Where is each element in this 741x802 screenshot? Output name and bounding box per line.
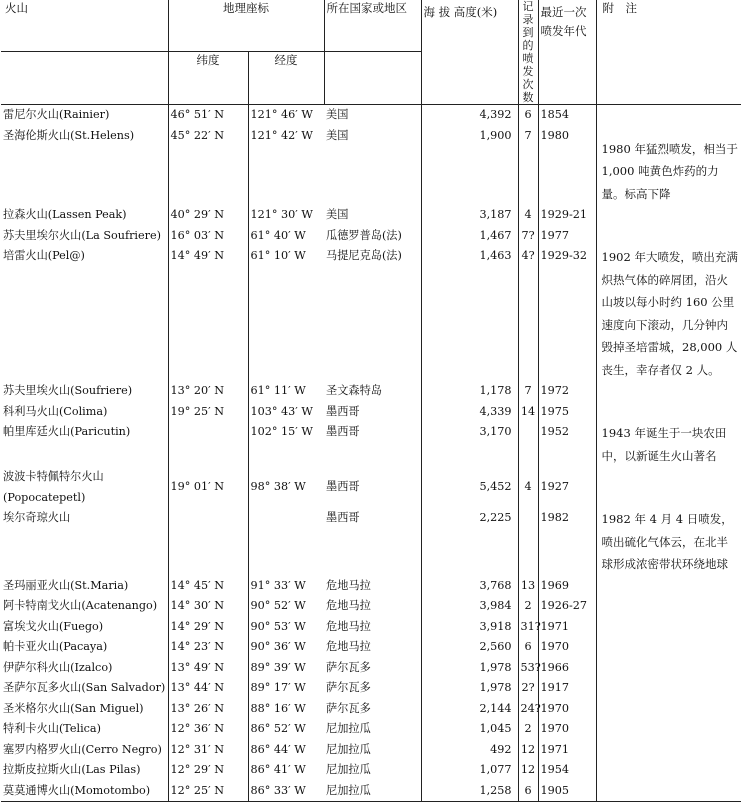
longitude: 61° 11′ W	[250, 384, 306, 397]
country: 墨西哥	[324, 402, 421, 423]
eruption-count: 31?	[518, 617, 538, 638]
note	[596, 637, 741, 658]
eruption-count: 2?	[518, 678, 538, 699]
note: 1902 年大喷发，喷出充满炽热气体的碎屑团，沿火山坡以每小时约 160 公里速度向下滚动，几分钟内毁掉圣培雷城，28,000 人丧生，幸存者仅 2 人。	[601, 250, 738, 377]
table-row	[1, 422, 741, 467]
note	[596, 381, 741, 402]
eruption-count: 14	[518, 402, 538, 423]
longitude: 88° 16′ W	[250, 701, 306, 715]
volcano-name: 埃尔奇琼火山	[1, 508, 168, 576]
eruption-count: 24?	[518, 699, 538, 720]
header-latest-text: 最近一次喷发年代	[540, 5, 587, 38]
table-row	[1, 226, 741, 247]
altitude: 1,258	[421, 781, 518, 802]
volcano-name: 帕卡亚火山(Pacaya)	[1, 637, 168, 658]
eruption-count: 13	[518, 576, 538, 597]
eruption-count	[518, 422, 538, 467]
latest-eruption: 1970	[538, 699, 596, 720]
country: 危地马拉	[324, 617, 421, 638]
note	[596, 719, 741, 740]
header-country: 所在国家或地区	[324, 0, 421, 52]
header-eruptions	[518, 0, 538, 105]
eruption-count: 6	[518, 105, 538, 126]
latitude	[168, 508, 248, 576]
latest-eruption: 1980	[538, 126, 596, 206]
altitude: 1,045	[421, 719, 518, 740]
table-row	[1, 508, 741, 576]
latitude: 14° 49′ N	[168, 246, 248, 381]
table-row	[1, 740, 741, 761]
eruption-count: 12	[518, 740, 538, 761]
header-latest	[538, 0, 596, 105]
note	[596, 760, 741, 781]
volcano-table	[1, 0, 741, 802]
longitude: 86° 52′ W	[250, 722, 306, 735]
longitude: 102° 15′ W	[250, 425, 313, 438]
note	[596, 576, 741, 597]
latest-eruption: 1854	[538, 105, 596, 126]
latest-eruption: 1926-27	[538, 596, 596, 617]
country: 尼加拉瓜	[324, 740, 421, 761]
table-row	[1, 699, 741, 720]
header-row-1	[1, 0, 741, 52]
country: 萨尔瓦多	[324, 699, 421, 720]
country: 墨西哥	[324, 422, 421, 467]
note	[596, 467, 741, 508]
latitude	[168, 422, 248, 467]
latitude: 13° 44′ N	[168, 678, 248, 699]
latest-eruption: 1917	[538, 678, 596, 699]
altitude: 1,077	[421, 760, 518, 781]
longitude: 121° 46′ W	[250, 108, 313, 121]
altitude: 4,339	[421, 402, 518, 423]
altitude: 2,225	[421, 508, 518, 576]
longitude: 90° 52′ W	[250, 599, 306, 612]
latest-eruption: 1969	[538, 576, 596, 597]
latitude: 13° 20′ N	[168, 381, 248, 402]
volcano-name: 雷尼尔火山(Rainier)	[1, 105, 168, 126]
altitude: 1,900	[421, 126, 518, 206]
latitude: 46° 51′ N	[168, 105, 248, 126]
volcano-name	[1, 467, 168, 508]
latest-eruption: 1929-21	[538, 205, 596, 226]
country: 美国	[324, 205, 421, 226]
latitude: 40° 29′ N	[168, 205, 248, 226]
latitude: 13° 26′ N	[168, 699, 248, 720]
longitude: 61° 10′ W	[250, 249, 306, 262]
latitude: 14° 30′ N	[168, 596, 248, 617]
country: 危地马拉	[324, 576, 421, 597]
note: 1980 年猛烈喷发，相当于 1,000 吨黄色炸药的力量。标高下降	[601, 141, 738, 201]
volcano-name: 圣海伦斯火山(St.Helens)	[1, 126, 168, 206]
country: 墨西哥	[324, 508, 421, 576]
latitude: 45° 22′ N	[168, 126, 248, 206]
eruption-count: 7	[518, 381, 538, 402]
longitude: 89° 39′ W	[250, 660, 306, 674]
altitude: 1,978	[421, 678, 518, 699]
volcano-name: 拉斯皮拉斯火山(Las Pilas)	[1, 760, 168, 781]
longitude: 121° 30′ W	[250, 208, 313, 221]
table-row	[1, 596, 741, 617]
altitude: 2,144	[421, 699, 518, 720]
latitude: 14° 29′ N	[168, 617, 248, 638]
latest-eruption: 1905	[538, 781, 596, 802]
altitude: 492	[421, 740, 518, 761]
country: 美国	[324, 126, 421, 206]
country: 瓜德罗普岛(法)	[324, 226, 421, 247]
latest-eruption: 1971	[538, 617, 596, 638]
latitude: 19° 01′ N	[168, 467, 248, 508]
table-row	[1, 637, 741, 658]
note	[596, 678, 741, 699]
header-altitude-text: 海 拔 高度(米)	[423, 5, 498, 19]
table-row	[1, 658, 741, 679]
eruption-count: 7	[518, 126, 538, 206]
longitude: 86° 33′ W	[248, 781, 324, 802]
altitude: 1,978	[421, 658, 518, 679]
volcano-name-line2: (Popocatepetl)	[3, 490, 86, 504]
latest-eruption: 1970	[538, 637, 596, 658]
header-blank-2	[324, 52, 421, 105]
note	[596, 617, 741, 638]
table-row	[1, 105, 741, 126]
longitude: 103° 43′ W	[250, 404, 313, 418]
table-row	[1, 781, 741, 802]
table-row	[1, 402, 741, 423]
longitude	[248, 508, 324, 576]
altitude: 1,463	[421, 246, 518, 381]
volcano-name: 圣萨尔瓦多火山(San Salvador)	[1, 678, 168, 699]
altitude: 1,467	[421, 226, 518, 247]
header-lat: 纬度	[168, 52, 248, 105]
country: 萨尔瓦多	[324, 678, 421, 699]
header-blank	[1, 52, 168, 105]
volcano-name: 伊萨尔科火山(Izalco)	[1, 658, 168, 679]
country: 圣文森特岛	[324, 381, 421, 402]
latest-eruption: 1952	[538, 422, 596, 467]
latest-eruption: 1972	[538, 381, 596, 402]
latitude: 12° 25′ N	[168, 781, 248, 802]
longitude: 90° 53′ W	[250, 619, 306, 633]
altitude: 4,392	[421, 105, 518, 126]
longitude: 91° 33′ W	[250, 578, 306, 592]
table-row	[1, 760, 741, 781]
country: 危地马拉	[324, 596, 421, 617]
latest-eruption: 1971	[538, 740, 596, 761]
note	[596, 781, 741, 802]
volcano-name: 圣米格尔火山(San Miguel)	[1, 699, 168, 720]
header-altitude	[421, 0, 518, 105]
table-row	[1, 381, 741, 402]
altitude: 5,452	[421, 467, 518, 508]
volcano-name: 圣玛丽亚火山(St.Maria)	[1, 576, 168, 597]
latest-eruption: 1929-32	[538, 246, 596, 381]
longitude: 90° 36′ W	[250, 640, 306, 653]
latitude: 16° 03′ N	[168, 226, 248, 247]
volcano-name: 科利马火山(Colima)	[1, 402, 168, 423]
altitude: 1,178	[421, 381, 518, 402]
volcano-name: 苏夫里埃尔火山(La Soufriere)	[1, 226, 168, 247]
longitude: 89° 17′ W	[250, 681, 306, 694]
note	[596, 402, 741, 423]
table-row	[1, 205, 741, 226]
country: 墨西哥	[324, 467, 421, 508]
eruption-count: 12	[518, 760, 538, 781]
eruption-count: 4	[518, 205, 538, 226]
latest-eruption: 1970	[538, 719, 596, 740]
note	[596, 205, 741, 226]
header-notes: 附 注	[596, 0, 741, 105]
eruption-count	[518, 508, 538, 576]
table-row	[1, 617, 741, 638]
longitude: 121° 42′ W	[250, 128, 313, 142]
eruption-count: 2	[518, 719, 538, 740]
volcano-name: 莫莫通博火山(Momotombo)	[1, 781, 168, 802]
note: 1943 年诞生于一块农田中，以新诞生火山著名	[601, 426, 727, 463]
country: 马提尼克岛(法)	[324, 246, 421, 381]
table-row	[1, 678, 741, 699]
volcano-name: 特利卡火山(Telica)	[1, 719, 168, 740]
latest-eruption: 1927	[538, 467, 596, 508]
volcano-name: 培雷火山(Pel@)	[1, 246, 168, 381]
latest-eruption: 1966	[538, 658, 596, 679]
note	[596, 105, 741, 126]
eruption-count: 6	[518, 637, 538, 658]
country: 尼加拉瓜	[324, 760, 421, 781]
volcano-name: 拉森火山(Lassen Peak)	[1, 205, 168, 226]
latest-eruption: 1954	[538, 760, 596, 781]
volcano-name: 苏夫里埃火山(Soufriere)	[1, 381, 168, 402]
longitude: 86° 41′ W	[250, 763, 306, 776]
note	[596, 226, 741, 247]
eruption-count: 4	[518, 467, 538, 508]
table-row	[1, 126, 741, 206]
altitude: 3,170	[421, 422, 518, 467]
header-eruptions-text: 记录到的喷发次数	[522, 0, 534, 104]
country: 美国	[324, 105, 421, 126]
country: 萨尔瓦多	[324, 658, 421, 679]
header-volcano: 火山	[1, 0, 168, 52]
country: 危地马拉	[324, 637, 421, 658]
longitude: 98° 38′ W	[250, 480, 306, 494]
longitude: 86° 44′ W	[250, 742, 306, 756]
note	[596, 740, 741, 761]
latitude: 14° 45′ N	[168, 576, 248, 597]
altitude: 3,984	[421, 596, 518, 617]
volcano-name: 阿卡特南戈火山(Acatenango)	[1, 596, 168, 617]
eruption-count: 4?	[518, 246, 538, 381]
table-row	[1, 719, 741, 740]
eruption-count: 53?	[518, 658, 538, 679]
volcano-name: 帕里库廷火山(Paricutin)	[1, 422, 168, 467]
volcano-name: 富埃戈火山(Fuego)	[1, 617, 168, 638]
volcano-name: 塞罗内格罗火山(Cerro Negro)	[1, 740, 168, 761]
altitude: 3,768	[421, 576, 518, 597]
header-lon: 经度	[248, 52, 324, 105]
table-row	[1, 576, 741, 597]
latitude: 12° 36′ N	[168, 719, 248, 740]
eruption-count: 6	[518, 781, 538, 802]
note	[596, 658, 741, 679]
note	[596, 699, 741, 720]
note	[596, 596, 741, 617]
latest-eruption: 1982	[538, 508, 596, 576]
header-coords: 地理座标	[168, 0, 324, 52]
latitude: 12° 29′ N	[168, 760, 248, 781]
latitude: 14° 23′ N	[168, 637, 248, 658]
table-row	[1, 246, 741, 381]
latitude: 12° 31′ N	[168, 740, 248, 761]
country: 尼加拉瓜	[324, 719, 421, 740]
latest-eruption: 1977	[538, 226, 596, 247]
altitude: 3,918	[421, 617, 518, 638]
latitude: 19° 25′ N	[168, 402, 248, 423]
note: 1982 年 4 月 4 日喷发，喷出硫化气体云，在北半球形成浓密带状环绕地球	[601, 512, 733, 571]
table-row	[1, 467, 741, 508]
longitude: 61° 40′ W	[250, 228, 306, 242]
latest-eruption: 1975	[538, 402, 596, 423]
country: 尼加拉瓜	[324, 781, 421, 802]
eruption-count: 2	[518, 596, 538, 617]
eruption-count: 7?	[518, 226, 538, 247]
volcano-name-line1: 波波卡特佩特尔火山	[3, 470, 104, 483]
latitude: 13° 49′ N	[168, 658, 248, 679]
altitude: 3,187	[421, 205, 518, 226]
altitude: 2,560	[421, 637, 518, 658]
